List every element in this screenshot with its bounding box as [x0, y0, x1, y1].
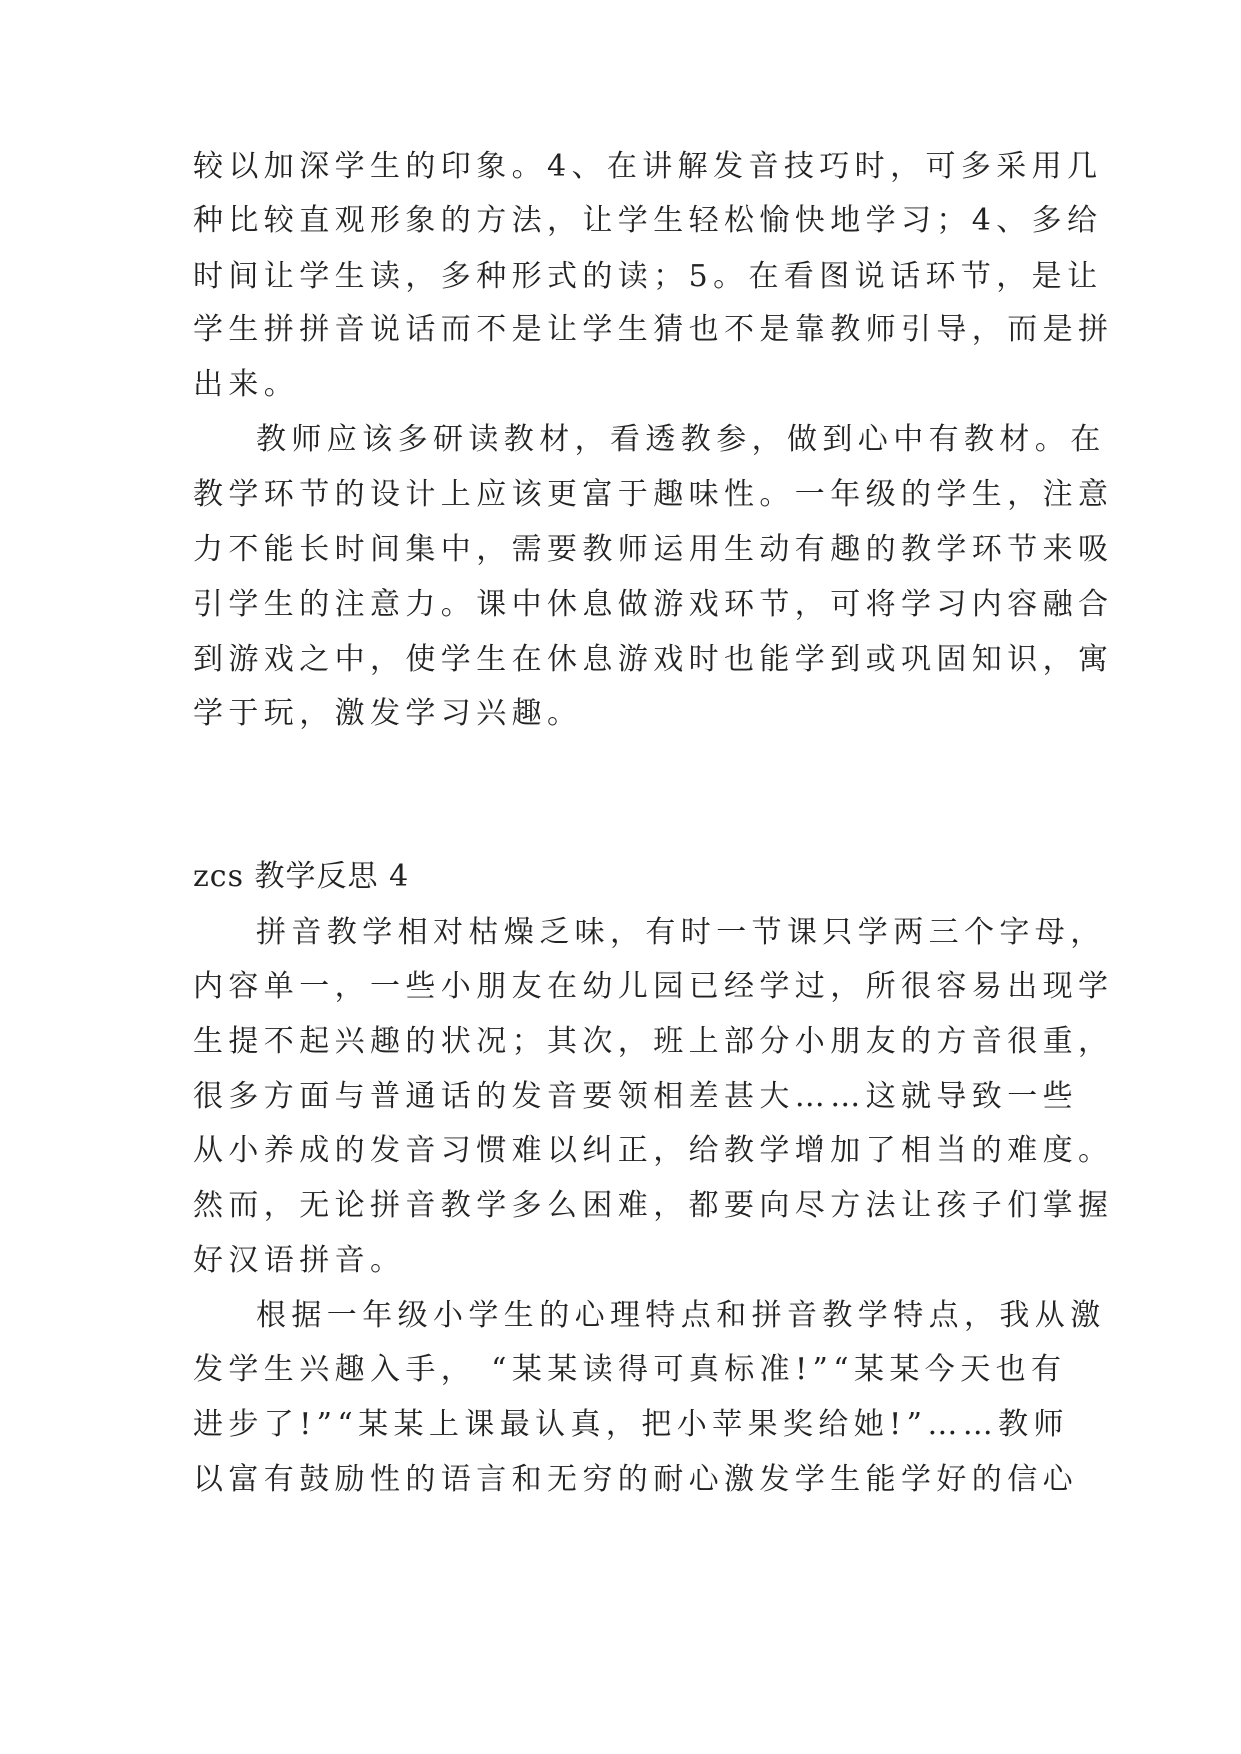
text-line: 力不能长时间集中，需要教师运用生动有趣的教学环节来吸: [193, 532, 1114, 567]
text-line: 很多方面与普通话的发音要领相差甚大……这就导致一些: [193, 1079, 1078, 1114]
text-line: 时间让学生读，多种形式的读；5。在看图说话环节，是让: [193, 259, 1103, 294]
text-line: 根据一年级小学生的心理特点和拼音教学特点，我从激: [256, 1298, 1106, 1333]
text-line: 进步了!”“某某上课最认真，把小苹果奖给她!”……教师: [193, 1407, 1069, 1442]
text-line: 好汉语拼音。: [193, 1243, 406, 1278]
text-line: 学生拼拼音说话而不是让学生猜也不是靠教师引导，而是拼: [193, 312, 1114, 347]
text-line: 出来。: [193, 367, 300, 402]
text-line: 到游戏之中，使学生在休息游戏时也能学到或巩固知识，寓: [193, 642, 1114, 677]
text-line: 然而，无论拼音教学多么困难，都要向尽方法让孩子们掌握: [193, 1188, 1114, 1223]
text-line: 较以加深学生的印象。4、在讲解发音技巧时，可多采用几: [193, 149, 1103, 184]
text-line: 生提不起兴趣的状况；其次，班上部分小朋友的方音很重，: [193, 1024, 1114, 1059]
section-heading: zcs 教学反思 4: [193, 859, 410, 894]
text-line: 拼音教学相对枯燥乏味，有时一节课只学两三个字母，: [256, 915, 1106, 950]
text-line: 从小养成的发音习惯难以纠正，给教学增加了相当的难度。: [193, 1133, 1114, 1168]
text-line: 教学环节的设计上应该更富于趣味性。一年级的学生，注意: [193, 477, 1114, 512]
text-line: 发学生兴趣入手， “某某读得可真标准!”“某某今天也有: [193, 1352, 1067, 1387]
text-line: 引学生的注意力。课中休息做游戏环节，可将学习内容融合: [193, 587, 1114, 622]
text-line: 以富有鼓励性的语言和无穷的耐心激发学生能学好的信心: [193, 1462, 1078, 1497]
text-line: 内容单一，一些小朋友在幼儿园已经学过，所很容易出现学: [193, 969, 1114, 1004]
text-line: 种比较直观形象的方法，让学生轻松愉快地学习；4、多给: [193, 203, 1103, 238]
text-line: 教师应该多研读教材，看透教参，做到心中有教材。在: [256, 422, 1106, 457]
text-line: 学于玩，激发学习兴趣。: [193, 696, 583, 731]
